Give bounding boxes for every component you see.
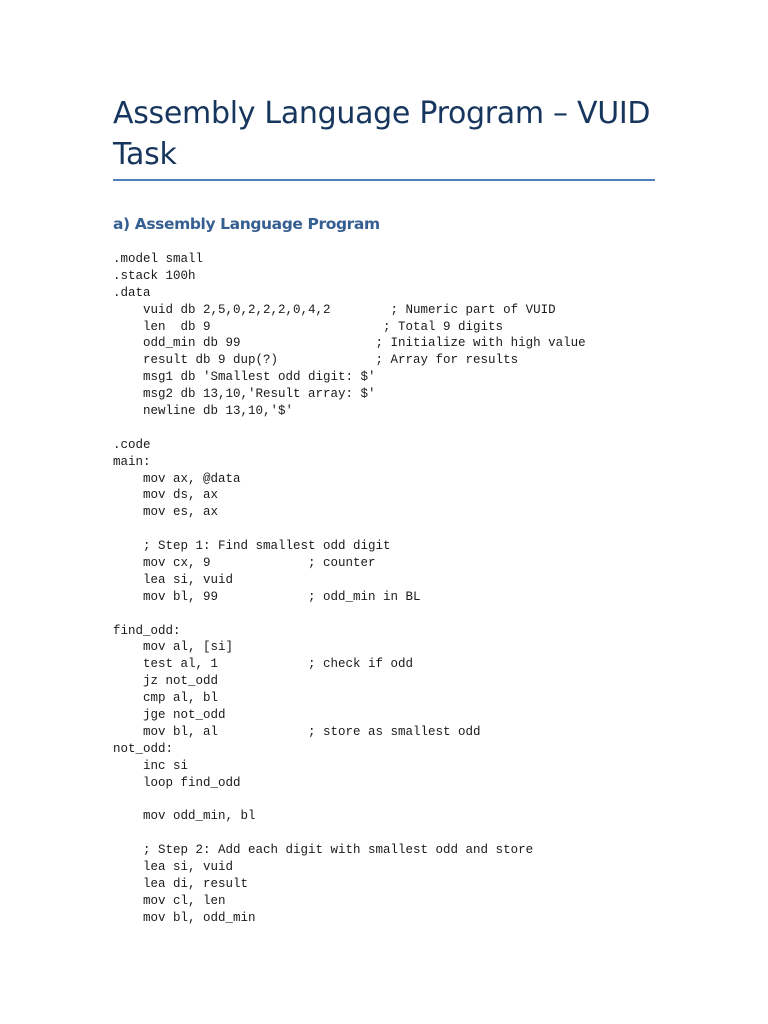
code-line: mov cx, 9 ; counter — [113, 556, 376, 571]
code-line: newline db 13,10,'$' — [113, 404, 294, 419]
code-line: mov bl, al ; store as smallest odd — [113, 724, 481, 739]
code-line: ; Step 2: Add each digit with smallest odd and store — [113, 843, 534, 858]
code-line: mov es, ax — [113, 505, 219, 520]
code-line: find_odd: — [113, 623, 181, 638]
code-line: loop find_odd — [113, 775, 241, 790]
code-line: msg2 db 13,10,'Result array: $' — [113, 387, 376, 402]
code-line — [113, 521, 586, 538]
code-line: mov bl, odd_min — [113, 910, 256, 925]
code-line: .code — [113, 437, 151, 452]
code-line: len db 9 ; Total 9 digits — [113, 319, 504, 334]
code-line: mov odd_min, bl — [113, 809, 256, 824]
code-line: mov al, [si] — [113, 640, 234, 655]
document-title: Assembly Language Program – VUID Task — [113, 96, 651, 172]
code-line — [113, 606, 586, 623]
code-line: lea si, vuid — [113, 572, 234, 587]
code-listing — [113, 251, 586, 927]
code-line: mov cl, len — [113, 893, 226, 908]
code-line: inc si — [113, 758, 189, 773]
code-line: test al, 1 ; check if odd — [113, 657, 414, 672]
code-line: cmp al, bl — [113, 691, 219, 706]
code-line: mov ds, ax — [113, 488, 219, 503]
code-line: jz not_odd — [113, 674, 219, 689]
code-line: .model small — [113, 252, 204, 266]
code-line — [113, 792, 586, 809]
code-line — [113, 825, 586, 842]
code-line: mov ax, @data — [113, 471, 241, 486]
code-line: lea si, vuid — [113, 860, 234, 875]
code-line: .data — [113, 285, 151, 300]
code-line: not_odd: — [113, 741, 174, 756]
section-heading: a) Assembly Language Program — [113, 215, 380, 233]
code-line: .stack 100h — [113, 268, 196, 283]
code-line: mov bl, 99 ; odd_min in BL — [113, 589, 421, 604]
title-underline — [113, 179, 655, 181]
code-line: result db 9 dup(?) ; Array for results — [113, 353, 519, 368]
code-line: lea di, result — [113, 876, 249, 891]
code-line: vuid db 2,5,0,2,2,2,0,4,2 ; Numeric part of VUID — [113, 302, 556, 317]
code-line: odd_min db 99 ; Initialize with high value — [113, 336, 586, 351]
code-line: ; Step 1: Find smallest odd digit — [113, 539, 391, 554]
code-line — [113, 420, 586, 437]
code-line: jge not_odd — [113, 708, 226, 723]
code-line: main: — [113, 454, 151, 469]
code-line: msg1 db 'Smallest odd digit: $' — [113, 370, 376, 385]
